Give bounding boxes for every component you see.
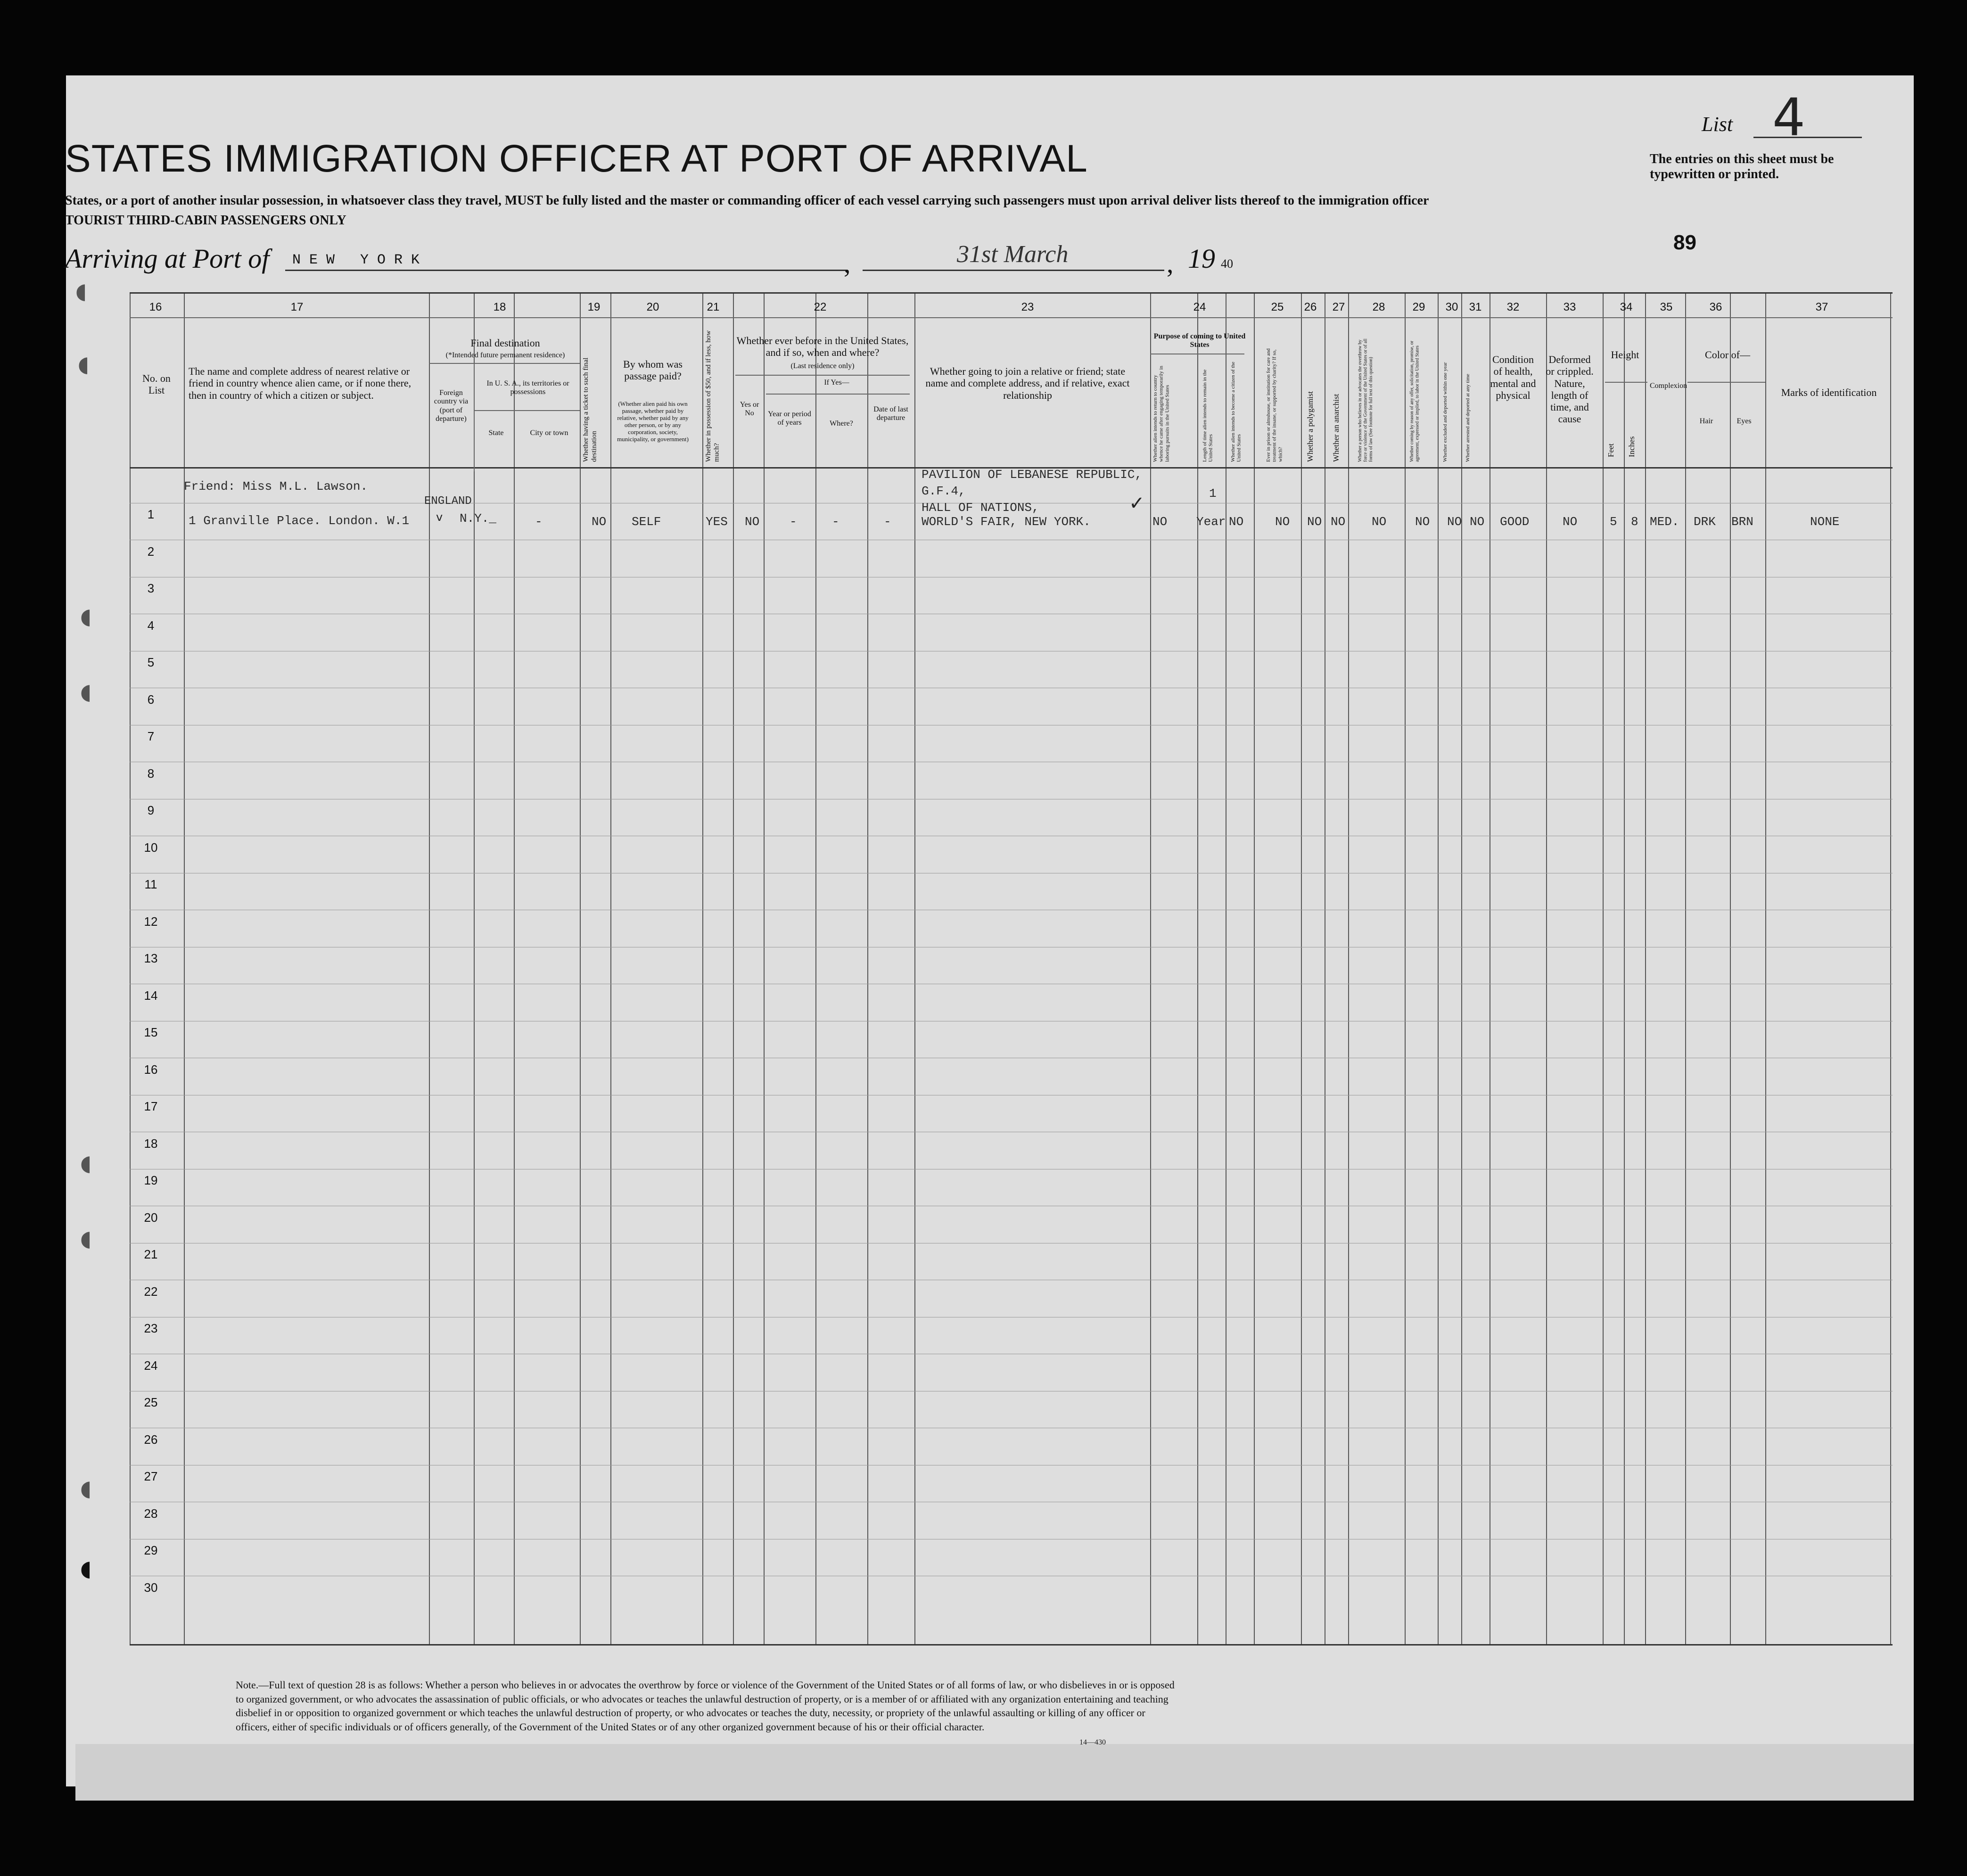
- column-divider: [1197, 294, 1198, 1644]
- row-number: 7: [147, 729, 155, 743]
- row-number: 22: [144, 1284, 158, 1299]
- header-health: Condition of health, mental and physical: [1490, 354, 1536, 401]
- hair-value: DRK: [1694, 515, 1716, 529]
- header-deformed: Deformed or crippled. Nature, length of time, and cause: [1546, 354, 1594, 425]
- header-excluded: Whether excluded and deported within one year: [1442, 362, 1448, 462]
- row-number: 13: [144, 951, 158, 965]
- row-number: 14: [144, 988, 158, 1003]
- row-number: 11: [144, 877, 157, 891]
- friend-address: 1 Granville Place. London. W.1: [189, 514, 410, 528]
- column-divider: [130, 294, 131, 1644]
- form-code: 14—430: [1079, 1738, 1106, 1746]
- row-number: 4: [147, 618, 155, 633]
- col-number-37: 37: [1815, 301, 1828, 313]
- header-purpose-citizen: Whether alien intends to become a citizen of the United States: [1230, 362, 1242, 462]
- column-divider: [1765, 294, 1766, 1644]
- col-number-17: 17: [290, 301, 304, 313]
- col-number-35: 35: [1660, 301, 1673, 313]
- row-number: 1: [147, 507, 155, 521]
- eyes-value: BRN: [1731, 515, 1753, 529]
- header-no-on-list: No. on List: [142, 372, 171, 396]
- length-number: 1: [1209, 486, 1217, 501]
- column-divider: [815, 294, 816, 1644]
- binding-hole-icon: ◖: [75, 278, 87, 304]
- header-before-sub: (Last residence only): [790, 362, 855, 370]
- header-feet: Feet: [1606, 443, 1615, 457]
- row-number: 15: [144, 1025, 158, 1039]
- excluded-value: NO: [1447, 515, 1462, 529]
- header-height: Height: [1611, 349, 1639, 361]
- friend-name: Friend: Miss M.L. Lawson.: [184, 479, 368, 494]
- col-number-26: 26: [1304, 301, 1317, 313]
- row-number: 9: [147, 803, 155, 817]
- join-line-3: HALL OF NATIONS,: [922, 501, 1039, 515]
- join-line-1: PAVILION OF LEBANESE REPUBLIC,: [922, 468, 1143, 482]
- header-years: Year or period of years: [768, 410, 811, 427]
- header-rule: [474, 363, 475, 471]
- header-rule: [735, 375, 910, 376]
- arrested-value: NO: [1470, 515, 1485, 529]
- col-number-34: 34: [1620, 301, 1633, 313]
- marks-value: NONE: [1810, 515, 1840, 529]
- column-divider: [1730, 294, 1731, 1644]
- row-number: 3: [147, 581, 155, 595]
- binding-hole-icon: ◖: [80, 603, 92, 629]
- row-number: 5: [147, 655, 155, 669]
- list-number: 4: [1772, 87, 1805, 148]
- header-last-departure: Date of last departure: [873, 405, 908, 422]
- col-number-29: 29: [1412, 301, 1425, 313]
- col-number-20: 20: [646, 301, 659, 313]
- header-money: Whether in possession of $50, and if less, how much?: [705, 330, 721, 462]
- row-number: 27: [144, 1469, 158, 1483]
- header-labor: Whether coming by reason of any offer, solicitation, promise, or agreement, expressed or implied, to labor in the United States: [1409, 340, 1420, 462]
- column-divider: [1603, 294, 1604, 1644]
- arrival-year-prefix: 19: [1188, 243, 1215, 274]
- header-overthrow: Whether a person who believes in or advocates the overthrow by force or violence of the Government of the United States or of all forms of law (See footnote for full text of this question): [1358, 338, 1374, 462]
- column-divider: [1438, 294, 1439, 1644]
- foreign-check-mark: v: [436, 510, 443, 524]
- row-number: 30: [144, 1580, 158, 1595]
- complexion-value: MED.: [1650, 515, 1679, 529]
- header-eyes: Eyes: [1737, 417, 1752, 425]
- col-number-18: 18: [493, 301, 506, 313]
- header-complexion: Complexion: [1650, 382, 1687, 390]
- row-number: 10: [144, 840, 158, 855]
- header-state: State: [488, 429, 504, 437]
- header-passage-paid-sub: (Whether alien paid his own passage, whether paid by relative, whether paid by any other person, or by any corporation, society, municipality, or government): [617, 400, 689, 443]
- column-divider: [514, 294, 515, 1644]
- arrival-date: 31st March: [957, 241, 1069, 268]
- col-number-22: 22: [814, 301, 827, 313]
- arrival-year-suffix: 40: [1221, 257, 1233, 271]
- header-color-of: Color of—: [1705, 349, 1750, 361]
- separator: ,: [844, 248, 851, 279]
- row-number: 2: [147, 544, 155, 559]
- row-number: 23: [144, 1321, 158, 1335]
- col-number-36: 36: [1709, 301, 1722, 313]
- binding-hole-icon: ◖: [80, 1555, 92, 1581]
- column-divider: [1301, 294, 1302, 1644]
- row-number: 12: [144, 914, 158, 929]
- paid-by-value: SELF: [632, 515, 661, 529]
- header-city: City or town: [530, 429, 568, 437]
- footnote: Note.—Full text of question 28 is as follows: Whether a person who believes in or advocates the overthrow by force or violence of the Government of the United States or of all forms of law, or who disbelieves in or is opposed to organized government, or who advocates the assassination of public officials, or who advocates or teaches the unlawful destruction of property, or is a member of or affiliated with any organization entertaining and teaching disbelief in or opposition to organized government or which teaches the unlawful destruction of property, or who advocates or teaches the duty, necessity, or propriety of the unlawful assaulting or killing of any officer or officers, either of specific individuals or of officers generally, of the Government of the United States or of any other organized government because of his or their official character.: [236, 1679, 1175, 1733]
- column-divider: [764, 294, 765, 1644]
- header-divider: [130, 317, 1893, 318]
- length-unit: Year: [1196, 515, 1226, 529]
- port-underline: [285, 270, 846, 271]
- entries-note: The entries on this sheet must be typewritten or printed.: [1650, 152, 1834, 181]
- header-if-yes: If Yes—: [824, 378, 849, 387]
- dest-city: -: [535, 515, 543, 529]
- height-feet-value: 5: [1610, 515, 1617, 529]
- before-years-value: -: [790, 515, 797, 529]
- binding-hole-icon: ◖: [80, 1226, 92, 1251]
- column-divider: [1405, 294, 1406, 1644]
- row-number: 18: [144, 1136, 158, 1151]
- header-yes-no: Yes or No: [740, 401, 759, 418]
- column-divider: [702, 294, 703, 1644]
- column-divider: [1461, 294, 1462, 1644]
- binding-hole-icon: ◖: [78, 351, 90, 377]
- column-divider: [867, 294, 868, 1644]
- tourist-class-text: TOURIST THIRD-CABIN PASSENGERS ONLY: [65, 213, 346, 228]
- list-label: List: [1702, 113, 1733, 136]
- deformed-value: NO: [1563, 515, 1578, 529]
- header-join-relative: Whether going to join a relative or friend; state name and complete address, and if relative, exact relationship: [925, 365, 1130, 401]
- col-number-33: 33: [1563, 301, 1576, 313]
- col-number-24: 24: [1193, 301, 1206, 313]
- header-purpose-return: Whether alien intends to return to country whence he came after engaging temporarily in laboring pursuits in the United States: [1152, 365, 1170, 462]
- column-divider: [1254, 294, 1255, 1644]
- dest-state: N.Y._: [460, 511, 497, 526]
- manifest-table: [130, 292, 1893, 1646]
- binding-hole-icon: ◖: [80, 679, 92, 704]
- row-number: 29: [144, 1543, 158, 1557]
- column-divider: [1890, 294, 1891, 1644]
- column-divider: [474, 294, 475, 1644]
- col-number-21: 21: [707, 301, 720, 313]
- header-final-destination: Final destination: [470, 337, 540, 349]
- col-number-27: 27: [1332, 301, 1345, 313]
- header-arrested: Whether arrested and deported at any time: [1465, 374, 1471, 462]
- header-passage-paid: By whom was passage paid?: [623, 358, 683, 382]
- page-title: STATES IMMIGRATION OFFICER AT PORT OF ARRIVAL: [65, 137, 1088, 180]
- row-number: 16: [144, 1062, 158, 1077]
- join-line-2: G.F.4,: [922, 484, 966, 498]
- row-number: 17: [144, 1099, 158, 1113]
- col-number-28: 28: [1372, 301, 1385, 313]
- list-underline: [1753, 137, 1862, 138]
- header-ticket: Whether having a ticket to such final destination: [582, 357, 598, 462]
- header-rule: [1605, 382, 1647, 383]
- polygamist-value: NO: [1307, 515, 1322, 529]
- row-number: 21: [144, 1247, 158, 1261]
- column-divider: [1348, 294, 1349, 1644]
- page-number: 89: [1673, 231, 1696, 254]
- foreign-country: ENGLAND: [424, 495, 472, 508]
- before-where-value: -: [832, 515, 839, 529]
- row-number: 26: [144, 1432, 158, 1447]
- row-number: 24: [144, 1358, 158, 1373]
- header-usa: In U. S. A., its territories or possessions: [486, 379, 569, 396]
- return-value: NO: [1152, 515, 1168, 529]
- header-purpose: Purpose of coming to United States: [1153, 332, 1246, 349]
- col-number-31: 31: [1469, 301, 1482, 313]
- header-before-in-us: Whether ever before in the United States, and if so, when and where?: [736, 335, 909, 359]
- header-rule: [429, 363, 580, 364]
- money-value: YES: [706, 515, 728, 529]
- ticket-value: NO: [592, 515, 607, 529]
- column-divider: [914, 294, 915, 1644]
- row-number: 20: [144, 1210, 158, 1225]
- column-divider: [1624, 294, 1625, 1644]
- header-rule: [766, 394, 910, 395]
- header-relative-address: The name and complete address of nearest relative or friend in country whence alien came, or if none there, then in country of which a citizen or subject.: [189, 365, 412, 401]
- column-divider: [733, 294, 734, 1644]
- labor-value: NO: [1415, 515, 1430, 529]
- height-inches-value: 8: [1631, 515, 1638, 529]
- arrival-port: NEW YORK: [292, 252, 428, 268]
- header-marks: Marks of identification: [1781, 387, 1877, 398]
- header-polygamist: Whether a polygamist: [1306, 391, 1315, 462]
- date-underline: [863, 270, 1164, 271]
- header-prison: Ever in prison or almshouse, or institution for care and treatment of the insane, or supported by charity? If so, which?: [1266, 348, 1284, 462]
- health-value: GOOD: [1500, 515, 1530, 529]
- header-purpose-length: Length of time alien intends to remain in the United States: [1202, 369, 1214, 462]
- column-divider: [1685, 294, 1686, 1644]
- row-number: 28: [144, 1506, 158, 1521]
- anarchist-value: NO: [1331, 515, 1346, 529]
- header-rule: [1687, 382, 1765, 383]
- column-divider: [184, 294, 185, 1644]
- header-anarchist: Whether an anarchist: [1332, 394, 1341, 462]
- col-number-16: 16: [149, 301, 162, 313]
- col-number-25: 25: [1271, 301, 1284, 313]
- col-number-19: 19: [587, 301, 601, 313]
- prison-value: NO: [1275, 515, 1290, 529]
- row-number: 6: [147, 692, 155, 707]
- binding-hole-icon: ◖: [80, 1475, 92, 1501]
- column-divider: [1645, 294, 1646, 1644]
- column-divider: [610, 294, 611, 1644]
- overthrow-value: NO: [1372, 515, 1387, 529]
- row-number: 19: [144, 1173, 158, 1187]
- instruction-text: States, or a port of another insular possession, in whatsoever class they travel, MUST be fully listed and the master or commanding officer of each vessel carrying such passengers must upon arrival deliver lists thereof to the immigration officer: [65, 193, 1429, 208]
- before-date-value: -: [884, 515, 891, 529]
- header-rule: [474, 410, 580, 411]
- column-divider: [1546, 294, 1547, 1644]
- arriving-label: Arriving at Port of: [65, 243, 270, 274]
- header-foreign-country: Foreign country via (port of departure): [434, 389, 469, 423]
- before-yesno-value: NO: [745, 515, 760, 529]
- row-number: 25: [144, 1395, 158, 1409]
- citizen-value: NO: [1229, 515, 1244, 529]
- header-final-destination-sub: (*Intended future permanent residence): [445, 351, 565, 359]
- header-hair: Hair: [1699, 417, 1713, 425]
- join-line-4: WORLD'S FAIR, NEW YORK.: [922, 515, 1091, 529]
- column-divider: [1150, 294, 1151, 1644]
- check-mark-icon: ✓: [1129, 493, 1145, 514]
- col-number-23: 23: [1021, 301, 1034, 313]
- binding-hole-icon: ◖: [80, 1150, 92, 1176]
- separator: ,: [1167, 248, 1174, 279]
- header-inches: Inches: [1627, 436, 1636, 457]
- col-number-30: 30: [1445, 301, 1458, 313]
- sheet-edge: [75, 1744, 1914, 1801]
- col-number-32: 32: [1506, 301, 1520, 313]
- column-divider: [580, 294, 581, 1644]
- header-where: Where?: [830, 420, 853, 428]
- row-number: 8: [147, 766, 155, 781]
